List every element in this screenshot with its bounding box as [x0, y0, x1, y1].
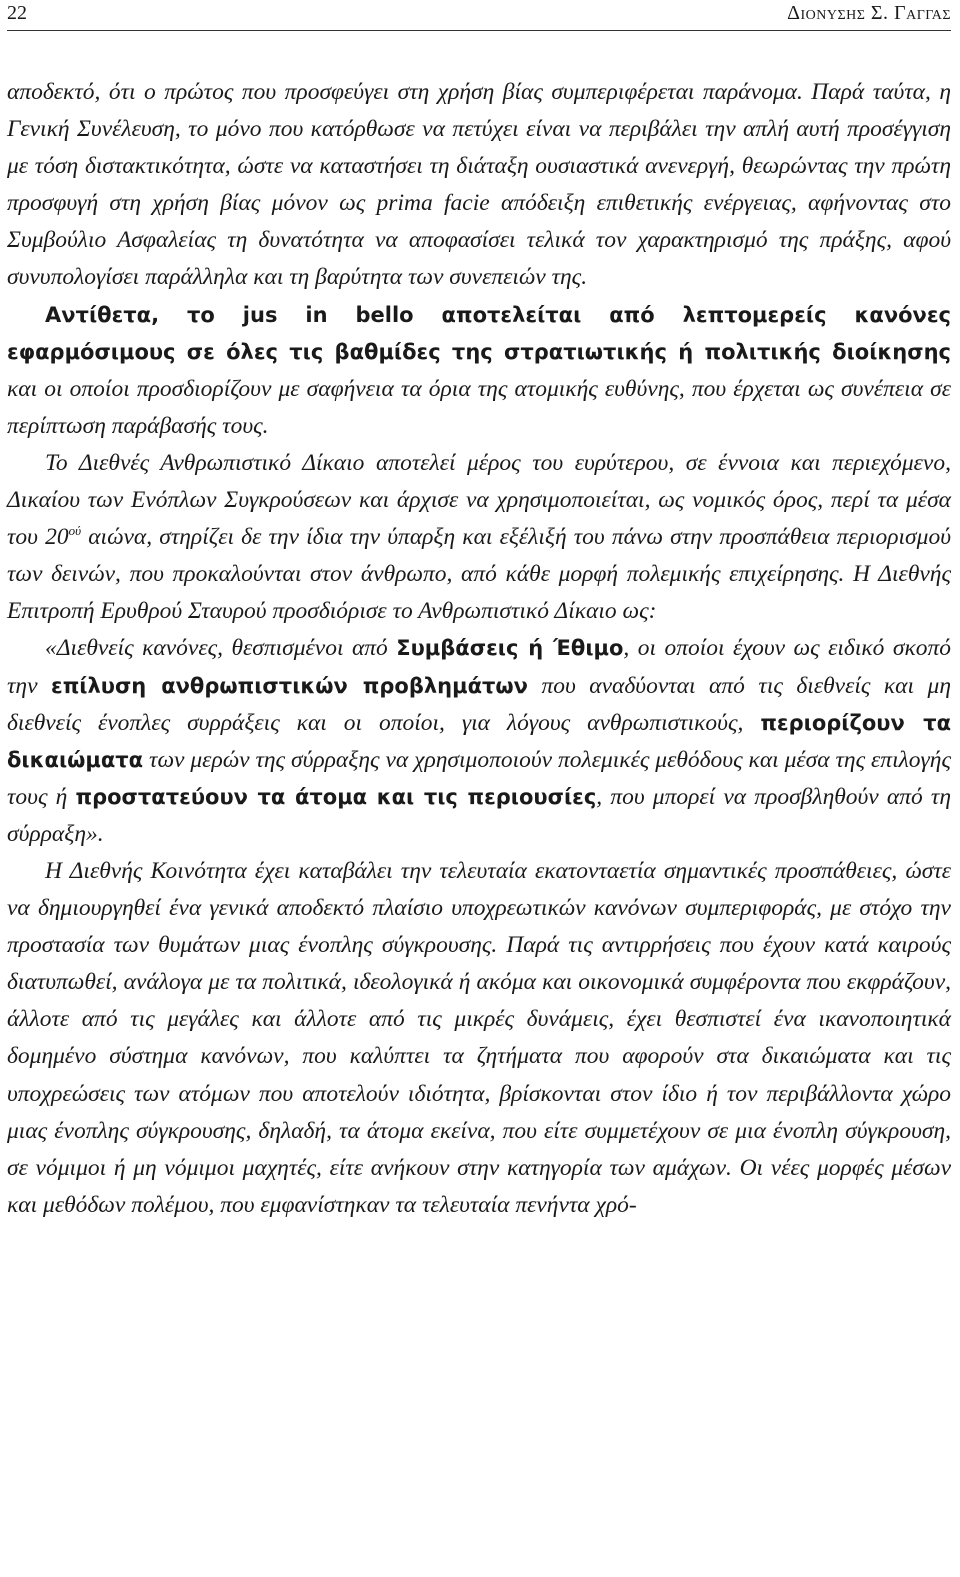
paragraph-4-quote [7, 630, 951, 853]
paragraph-2 [7, 297, 951, 445]
quote-bold-3: περιορίζουν τα δικαιώματα [7, 710, 951, 772]
document-page [7, 0, 951, 1577]
quote-segment-1: «Διεθνείς κανόνες, θεσπισμένοι από [45, 635, 397, 662]
paragraph-3-part2: αιώνα, στηρίζει δε την ίδια την ύπαρξη και εξέλιξή του πάνω στην προσπάθεια περιορισμού των δεινών, που προκαλούνται στον άνθρωπο, από κάθε μορφή πολεμικής επιχείρησης. Η Διεθνής Επιτροπή Ερυθρού Σταυρού προσδιόρισε το Ανθρωπιστικό Δίκαιο ως: [7, 524, 951, 625]
quote-segment-4: των μερών της σύρραξης να χρησιμοποιούν πολεμικές μεθόδους και μέσα της επιλογής τους ή [7, 746, 951, 810]
quote-bold-2: επίλυση ανθρωπιστικών προβλημάτων [51, 673, 528, 698]
paragraph-2-rest: και οι οποίοι προσδιορίζουν με σαφήνεια τα όρια της ατομικής ευθύνης, που έρχεται ως συνέπεια σε περίπτωση παράβασής τους. [7, 375, 951, 439]
quote-segment-2: , οι οποίοι έχουν ως ειδικό σκοπό την [7, 635, 951, 699]
paragraph-2-bold: Αντίθετα, το jus in bello αποτελείται από λεπτομερείς κανόνες εφαρμόσιμους σε όλες τις βαθμίδες της στρατιωτικής ή πολιτικής διοίκησης [7, 302, 951, 364]
paragraph-5 [7, 853, 951, 1224]
body-text [7, 74, 951, 1224]
paragraph-1-text: αποδεκτό, ότι ο πρώτος που προσφεύγει στη χρήση βίας συμπεριφέρεται παράνομα. Παρά ταύτα, η Γενική Συνέλευση, το μόνο που κατόρθωσε να πετύχει είναι να περιβάλει την απλή αυτή προσέγγιση με τόση διστακτικότητα, ώστε να καταστήσει τη διάταξη ουσιαστικά ανενεργή, θεωρώντας την πρώτη προσφυγή στη χρήση βίας μόνον ως prima facie απόδειξη επιθετικής ενέργειας, αφήνοντας στο Συμβούλιο Ασφαλείας τη δυνατότητα να αποφασίσει τελικά τον χαρακτηρισμό της πράξης, αφού συνυπολογίσει παράλληλα και τη βαρύτητα των συνεπειών της. [7, 79, 951, 291]
quote-segment-5: , που μπορεί να προσβληθούν από τη σύρραξη». [7, 783, 951, 847]
paragraph-3-part1: Το Διεθνές Ανθρωπιστικό Δίκαιο αποτελεί μέρος του ευρύτερου, σε έννοια και περιεχόμενο, Δικαίου των Ενόπλων Συγκρούσεων και άρχισε να χρησιμοποιείται, ως νομικός όρος, περί τα μέσα του 20 [7, 449, 951, 551]
paragraph-3-superscript: ού [68, 523, 82, 539]
quote-bold-4: προστατεύουν τα άτομα και τις περιουσίες [75, 784, 597, 809]
running-head-author: Διονυσης Σ. Γαγγας [787, 2, 951, 24]
paragraph-5-text: Η Διεθνής Κοινότητα έχει καταβάλει την τελευταία εκατονταετία σημαντικές προσπάθειες, ώστε να δημιουργηθεί ένα γενικά αποδεκτό πλαίσιο υποχρεωτικών κανόνων συμπεριφοράς, με στόχο την προστασία των θυμάτων μιας ένοπλης σύγκρουσης. Παρά τις αντιρρήσεις που έχουν κατά καιρούς διατυπωθεί, ανάλογα με τα πολιτικά, ιδεολογικά ή ακόμα και οικονομικά συμφέροντα που εκφράζουν, άλλοτε από τις μεγάλες και άλλοτε από τις μικρές δυνάμεις, έχει θεσπιστεί ένα ικανοποιητικά δομημένο σύστημα κανόνων, που καλύπτει τα ζητήματα που αφορούν στα δικαιώματα και τις υποχρεώσεις των ατόμων που αποτελούν ιδιότητα, βρίσκονται στον ίδιο ή τον περιβάλλοντα χώρο μιας ένοπλης σύγκρουσης, δηλαδή, τα άτομα εκείνα, που είτε συμμετέχουν σε μια ένοπλη σύγκρουση, σε νόμιμοι ή μη νόμιμοι μαχητές, είτε ανήκουν στην κατηγορία των αμάχων. Οι νέες μορφές μέσων και μεθόδων πολέμου, που εμφανίστηκαν τα τελευταία πενήντα χρό- [7, 857, 951, 1218]
quote-bold-1: Συμβάσεις ή Έθιμο [396, 636, 624, 661]
paragraph-3 [7, 445, 951, 630]
page-number: 22 [7, 2, 27, 24]
quote-segment-3: που αναδύονται από τις διεθνείς και μη διεθνείς ένοπλες συρράξεις και οι οποίοι, για λόγους ανθρωπιστικούς, [7, 672, 951, 736]
paragraph-1 [7, 74, 951, 297]
running-header [7, 0, 951, 31]
